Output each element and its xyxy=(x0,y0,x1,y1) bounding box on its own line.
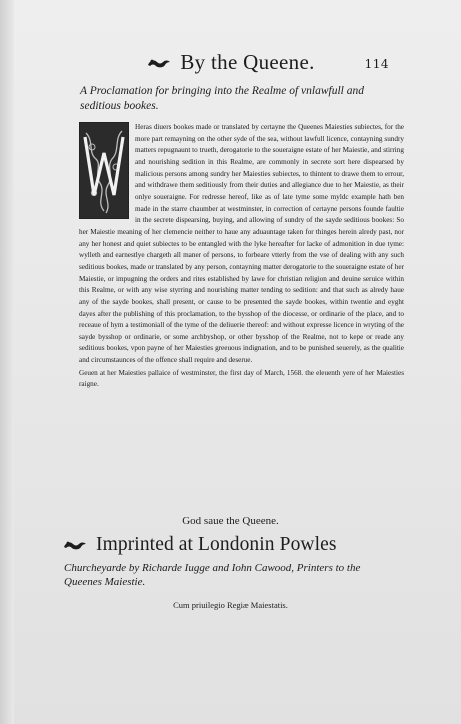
page-edge-shadow xyxy=(0,0,14,724)
page-number: 114 xyxy=(364,57,389,71)
imprint-line: Imprinted at Londonin Powles xyxy=(96,534,337,555)
closing-line: God saue the Queene. xyxy=(182,515,279,527)
printers-line: Churcheyarde by Richarde Iugge and Iohn Cawood, Printers to the Queenes Maiestie. xyxy=(64,562,361,588)
fleuron-ornament-icon xyxy=(62,538,88,552)
proclamation-title: By the Queene. xyxy=(180,50,315,74)
fleuron-ornament-icon xyxy=(146,56,172,70)
dateline: Geuen at her Maiesties pallaice of westminster, the first day of March, 1568. the eleuenth yere of her Maiesties raigne. xyxy=(79,368,404,389)
decorated-initial-icon xyxy=(80,123,128,218)
proclamation-subtitle: A Proclamation for bringing into the Realme of vnlawfull and seditious bookes. xyxy=(80,85,364,112)
proclamation-body xyxy=(79,122,404,391)
proclamation-text: Heras diuers bookes made or translated by certayne the Queenes Maiesties subiectes, for the more part remayning on the other syde of the sea, without lawfull licence, contayning sundry matters repugnaunt to trueth, derogatorie to the soueraigne estate of her Maiestie, and stirring and nourishing sedition in this Realme, are commonly in secrete sort here dispearsed by malicious persons among sundry her Maiesties subiectes, to thintent to drawe them to errour, and withdrawe them seditiously from their duties and allegiance due to her Maiestie, as their onlye soueraigne. For redresse hereof, like as of late tyme some myldc example hath ben made in the starre chaumber at westminster, in correction of certayne persons founde faultie in the secrete dispearsing, buying, and allowing of sundry of the sayde seditious bookes: So her Maiestie meaning of her clemencie neither to haue any aduauntage taken for thinges herein alredy past, nor any her honest and quiet subiectes to be entangled with the lyke hereafter for lacke of admonition in due tyme: wylleth and earnestlye chargeth all maner of persons, to forbeare vtterly from the vse of dealing with any such seditious bookes, made or translated by any person, contayning matter derogatorie to the soueraigne estate of her Maiestie, or impugning the orders and rites established by lawe for christian religion and deuine seruice within this Realme, or with any wise styrring and nourishing matter tending to sedition: and that such as alredy haue any of the sayde bookes, shall present, or cause to be presented the sayde bookes, within twentie and eyght dayes after the publishing of this proclamation, to the bysshop of the diocesse, or ordinarie of the place, and to receaue of hym a testimoniall of the tyme of the deliuerie thereof: and without expresse licence in wryting of the sayde bysshop or ordinarie, or some archbyshop, or other bysshop of the Realme, not to kepe or reade any seditious bookes, vpon payne of her Maiesties greeuous indignation, and to be punished seuerely, as the qualitie and circumstaunces of the offence shall require and deserue. xyxy=(79,123,404,365)
decorated-initial-w xyxy=(79,122,129,219)
imprint-row xyxy=(62,534,392,556)
title-row xyxy=(0,50,461,75)
privilege-line: Cum priuilegio Regiæ Maiestatis. xyxy=(173,600,288,610)
